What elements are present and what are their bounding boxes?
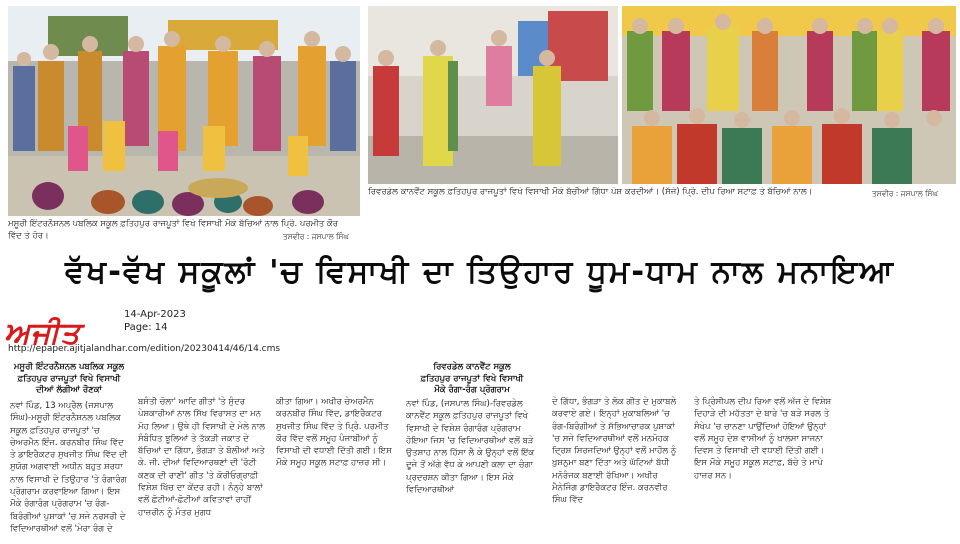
photo-riverdale-dance — [368, 6, 618, 184]
photo-1-credit: ਤਸਵੀਰ : ਜਸਪਾਲ ਸਿੰਘ — [283, 232, 350, 241]
photo-2-credit: ਤਸਵੀਰ : ਜਸਪਾਲ ਸਿੰਘ — [872, 189, 939, 198]
article-left-heading-line2: ਫ਼ਤਿਹਪੁਰ ਰਾਜਪੂਤਾਂ ਵਿਖੇ ਵਿਸਾਖੀ — [17, 373, 121, 384]
article-right-heading-line1: ਰਿਵਰਡੇਲ ਕਾਨਵੈਂਟ ਸਕੂਲ — [433, 362, 511, 372]
article-right-column-3: ਤੇ ਪ੍ਰਿੰਸੀਪਲ ਦੀਪ ਰਿਆ ਵਲੋਂ ਅੱਜ ਦੇ ਵਿਸ਼ੇਸ਼ ਦਿਹਾੜੇ ਦੀ ਮਹੱਤਤਾ ਦੇ ਬਾਰੇ 'ਚ ਬੜੇ ਸਰਲ ਤੇ ਸੰਖੇਪ 'ਚ ਚਾਨਣਾ ਪਾਉਂਦਿਆਂ ਹੋਇਆਂ ਉਨ੍ਹਾਂ ਵਲੋਂ ਸਮੂਹ ਦੇਸ਼ ਵਾਸੀਆਂ ਨੂੰ ਖ਼ਾਲਸਾ ਸਾਜਨਾ ਦਿਵਸ ਤੇ ਵਿਸਾਖੀ ਦੀ ਵਧਾਈ ਦਿੱਤੀ ਗਈ। ਇਸ ਮੌਕੇ ਸਮੂਹ ਸਕੂਲ ਸਟਾਫ਼, ਬੱਚੇ ਤੇ ਮਾਪੇ ਹਾਜ਼ਰ ਸਨ। — [694, 397, 832, 481]
article-left-heading-line1: ਮਸੂਰੀ ਇੰਟਰਨੈਸ਼ਨਲ ਪਬਲਿਕ ਸਕੂਲ — [13, 362, 125, 372]
photo-mussoorie-school — [8, 6, 360, 216]
page-headline: ਵੱਖ-ਵੱਖ ਸਕੂਲਾਂ 'ਚ ਵਿਸਾਖੀ ਦਾ ਤਿਉਹਾਰ ਧੂਮ-ਧਾਮ ਨਾਲ ਮਨਾਇਆ — [65, 254, 895, 290]
article-left-heading-line3: ਦੀਆਂ ਲੱਗੀਆਂ ਰੌਣਕਾਂ — [36, 385, 102, 395]
article-right-column-2: ਦੇ ਗਿੱਧਾ, ਭੰਗੜਾ ਤੇ ਲੋਕ ਗੀਤ ਦੇ ਮੁਕਾਬਲੇ ਕਰਵਾਏ ਗਏ। ਇਨ੍ਹਾਂ ਮੁਕਾਬਲਿਆਂ 'ਚ ਰੰਗ-ਬਿਰੰਗੀਆਂ ਤੇ ਸੱਭਿਆਚਾਰਕ ਪੁਸ਼ਾਕਾਂ 'ਚ ਸਜੇ ਵਿਦਿਆਰਥੀਆਂ ਵਲੋਂ ਮਨਮੋਹਕ ਦ੍ਰਿਸ਼ ਸਿਰਜਦਿਆਂ ਉਨ੍ਹਾਂ ਵਲੋਂ ਮਾਹੌਲ ਨੂੰ ਖ਼ੁਸ਼ਨੁਮਾ ਬਣਾ ਦਿੱਤਾ ਅਤੇ ਘੱਟਿਆਂ ਬੱਧੀ ਮਨੋਰੰਜਕ ਬਣਾਈ ਰੱਖਿਆ। ਅਖੀਰ ਮੈਨੇਜਿੰਗ ਡਾਇਰੈਕਟਰ ਇੰਜ. ਕਰਨਵੀਰ ਸਿੰਘ ਵਿੱਦ — [552, 397, 677, 506]
article-right-heading-line2: ਫ਼ਤਿਹਪੁਰ ਰਾਜਪੂਤਾਂ ਵਿਖੇ ਵਿਸਾਖੀ — [420, 373, 524, 384]
edition-date: 14-Apr-2023 — [124, 309, 186, 320]
article-left-column-1: ਨਵਾਂ ਪਿੰਡ, 13 ਅਪ੍ਰੈਲ (ਜਸਪਾਲ ਸਿੰਘ)-ਮਸੂਰੀ ਇੰਟਰਨੈਸ਼ਨਲ ਪਬਲਿਕ ਸਕੂਲ ਫ਼ਤਿਹਪੁਰ ਰਾਜਪੂਤਾਂ 'ਚ ਚੇਅਰਮੈਨ ਇੰਜ. ਕਰਨਬੀਰ ਸਿੰਘ ਵਿੱਦ ਤੇ ਡਾਇਰੈਕਟਰ ਸੁਖਜੀਤ ਸਿੰਘ ਵਿੱਦ ਦੀ ਸੁਯੋਗ ਅਗਵਾਈ ਅਧੀਨ ਬਹੁਤ ਸ਼ਰਧਾ ਨਾਲ ਵਿਸਾਖੀ ਦੇ ਤਿਉਹਾਰ 'ਤੇ ਰੰਗਾਰੰਗ ਪ੍ਰੋਗਰਾਮ ਕਰਵਾਇਆ ਗਿਆ। ਇਸ ਮੌਕੇ ਰੰਗਾਰੰਗ ਪ੍ਰੋਗਰਾਮ 'ਚ ਰੰਗ-ਬਿਰੰਗੀਆਂ ਪੁਸ਼ਾਕਾਂ 'ਚ ਸਜੇ ਨਰਸਰੀ ਦੇ ਵਿਦਿਆਰਥੀਆਂ ਵਲੋਂ 'ਮੇਰਾ ਰੰਗ ਦੇ — [10, 401, 128, 534]
photo-1-caption-line2: ਵਿੱਦ ਤੇ ਹੋਰ। — [8, 231, 49, 241]
newspaper-logo: ਅਜੀਤ — [4, 316, 81, 351]
photo-2-caption: ਰਿਵਰਡੇਲ ਕਾਨਵੈਂਟ ਸਕੂਲ ਫ਼ਤਿਹਪੁਰ ਰਾਜਪੂਤਾਂ ਵਿਖੇ ਵਿਸਾਖੀ ਮੌਕੇ ਬੱਚੀਆਂ ਗਿੱਧਾ ਪੇਸ਼ ਕਰਦੀਆਂ। (ਸੱਜੇ) ਪ੍ਰਿੰ. ਦੀਪ ਰਿਆ ਸਟਾਫ਼ ਤੇ ਬੱਚਿਆਂ ਨਾਲ। — [368, 187, 813, 197]
article-left-column-2: ਬਸੰਤੀ ਚੋਲਾ' ਆਦਿ ਗੀਤਾਂ 'ਤੇ ਸੁੰਦਰ ਪੇਸ਼ਕਾਰੀਆਂ ਨਾਲ ਸਿੱਖ ਵਿਰਾਸਤ ਦਾ ਮਨ ਮੋਹ ਲਿਆ। ਉਥੇ ਹੀ ਵਿਸਾਖੀ ਦੇ ਮੇਲੇ ਨਾਲ ਸੰਬੰਧਿਤ ਝੂਲਿਆਂ ਤੇ ਤੱਕੜੀ ਜਕਾਤ ਦੇ ਬੱਚਿਆਂ ਦਾ ਗਿੱਧਾ, ਭੰਗੜਾ ਤੇ ਬੋਲੀਆਂ ਅਤੇ ਕੇ. ਜੀ. ਦੀਆਂ ਵਿਦਿਆਰਥਣਾਂ ਦੀ 'ਰੋਟੀ ਕਣਕ ਦੀ ਰਾਣੀ' ਗੀਤ 'ਤੇ ਕੋਰੀਓਗ੍ਰਾਫ਼ੀ ਵਿਸ਼ੇਸ਼ ਖਿੱਚ ਦਾ ਕੇਂਦਰ ਰਹੀ। ਨੰਨ੍ਹੇ ਬਾਲਾਂ ਵਲੋਂ ਛੋਟੀਆਂ-ਛੋਟੀਆਂ ਕਵਿਤਾਵਾਂ ਰਾਹੀਂ ਹਾਜ਼ਰੀਨ ਨੂੰ ਮੰਤਰ ਮੁਗਧ — [138, 397, 266, 518]
article-right-heading — [402, 362, 542, 397]
article-right-column-1: ਨਵਾਂ ਪਿੰਡ, (ਜਸਪਾਲ ਸਿੰਘ)-ਰਿਵਰਡੇਲ ਕਾਨਵੈਂਟ ਸਕੂਲ ਫ਼ਤਿਹਪੁਰ ਰਾਜਪੂਤਾਂ ਵਿਖੇ ਵਿਸਾਖੀ ਦੇ ਵਿਸ਼ੇਸ਼ ਰੰਗਾਰੰਗ ਪ੍ਰੋਗਰਾਮ ਹੋਇਆ ਜਿਸ 'ਚ ਵਿਦਿਆਰਥੀਆਂ ਵਲੋਂ ਬੜੇ ਉਤਸ਼ਾਹ ਨਾਲ ਹਿੱਸਾ ਲੈ ਕੇ ਉਨ੍ਹਾਂ ਵਲੋਂ ਇੱਕ ਦੂਜੇ ਤੋਂ ਅੱਗੇ ਵੱਧ ਕੇ ਆਪਣੀ ਕਲਾ ਦਾ ਚੰਗਾ ਪ੍ਰਦਰਸ਼ਨ ਕੀਤਾ ਗਿਆ। ਇਸ ਮੌਕੇ ਵਿਦਿਆਰਥੀਆਂ — [406, 399, 535, 496]
page-number: Page: 14 — [124, 322, 168, 333]
epaper-url[interactable]: http://epaper.ajitjalandhar.com/edition/20230414/46/14.cms — [8, 344, 281, 354]
photo-riverdale-group — [622, 6, 956, 184]
article-left-column-3: ਕੀਤਾ ਗਿਆ। ਅਖੀਰ ਚੇਅਰਮੈਨ ਕਰਨਬੀਰ ਸਿੰਘ ਵਿੱਦ, ਡਾਇਰੈਕਟਰ ਸੁਖਜੀਤ ਸਿੰਘ ਵਿੱਦ ਤੇ ਪ੍ਰਿੰ. ਪਰਮੀਤ ਕੌਰ ਵਿੱਦ ਵਲੋਂ ਸਮੂਹ ਪੰਜਾਬੀਆਂ ਨੂੰ ਵਿਸਾਖੀ ਦੀ ਵਧਾਈ ਦਿੱਤੀ ਗਈ। ਇਸ ਮੌਕੇ ਸਮੂਹ ਸਕੂਲ ਸਟਾਫ਼ ਹਾਜ਼ਰ ਸੀ। — [276, 397, 392, 469]
photo-1-caption: ਮਸੂਰੀ ਇੰਟਰਨੈਸ਼ਨਲ ਪਬਲਿਕ ਸਕੂਲ ਫ਼ਤਿਹਪੁਰ ਰਾਜਪੂਤਾਂ ਵਿਖੇ ਵਿਸਾਖੀ ਮੌਕੇ ਬੱਚਿਆਂ ਨਾਲ ਪ੍ਰਿੰ. ਪਰਮੀਤ ਕੌਰ — [8, 219, 338, 229]
article-left-heading — [10, 362, 128, 397]
article-right-heading-line3: ਮੌਕੇ ਰੰਗਾ-ਰੰਗ ਪ੍ਰੋਗਰਾਮ — [434, 385, 510, 395]
